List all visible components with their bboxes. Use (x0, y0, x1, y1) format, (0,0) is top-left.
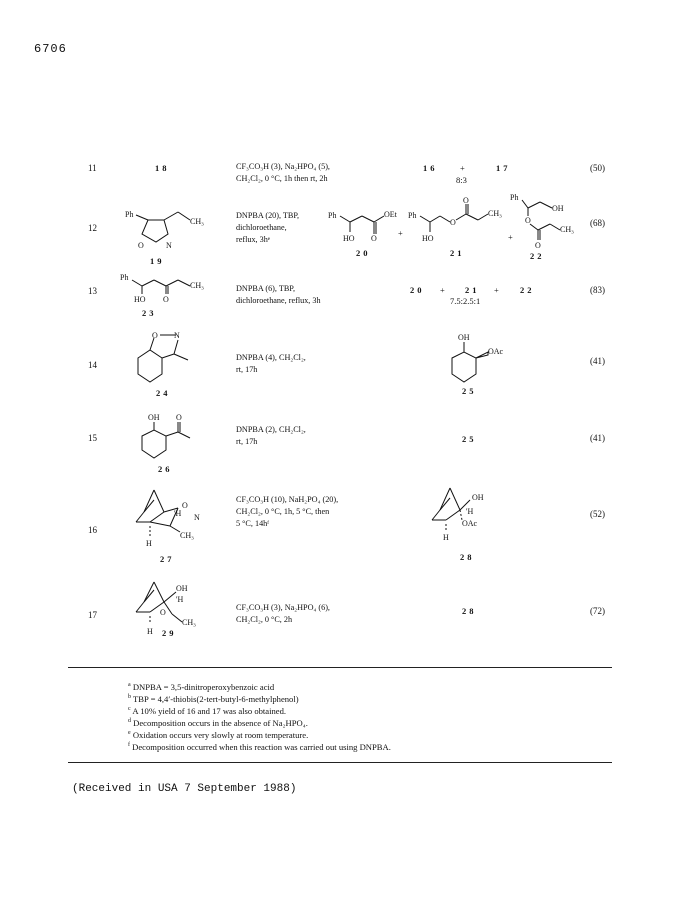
svg-text:O: O (525, 216, 531, 225)
hydroxy-ester-structure-20 (328, 208, 398, 260)
svg-text:N: N (174, 331, 180, 340)
plus-sign: + (508, 232, 513, 242)
svg-text:OEt: OEt (384, 210, 397, 219)
table-bottom-rule (68, 667, 612, 668)
svg-text:OH: OH (552, 204, 564, 213)
entry-17: 17 (88, 610, 97, 620)
product-28: 28 (462, 606, 477, 616)
svg-text:OAc: OAc (462, 519, 478, 528)
entry-15: 15 (88, 433, 97, 443)
footnote-bottom-rule (68, 762, 612, 763)
plus-sign: + (494, 285, 499, 295)
svg-text:H: H (147, 627, 153, 636)
yield-11: (50) (590, 163, 605, 173)
svg-text:'H: 'H (174, 509, 182, 518)
acyloxy-alcohol-structure-22 (510, 192, 590, 262)
svg-text:H: H (146, 539, 152, 548)
conditions-13: DNPBA (6), TBP, dichloroethane, reflux, 3h (236, 284, 321, 305)
svg-text:Ph: Ph (328, 211, 337, 220)
svg-text:O: O (535, 241, 541, 250)
yield-12: (68) (590, 218, 605, 228)
svg-text:27: 27 (160, 554, 175, 564)
svg-text:CH₃: CH₃ (180, 531, 194, 540)
svg-text:CH₃: CH₃ (560, 225, 574, 234)
svg-text:CH₃: CH₃ (182, 618, 196, 627)
svg-text:19: 19 (150, 256, 165, 266)
yield-14: (41) (590, 356, 605, 366)
yield-17: (72) (590, 606, 605, 616)
acetoxy-cyclohexanol-structure-25 (440, 330, 530, 402)
hydroxy-ester-structure-21 (408, 196, 508, 260)
svg-text:Ph: Ph (120, 273, 129, 282)
svg-text:25: 25 (462, 386, 477, 396)
svg-text:O: O (160, 608, 166, 617)
product-16: 16 (423, 163, 438, 173)
product-ratio-11: 8:3 (456, 175, 467, 185)
svg-text:Ph: Ph (510, 193, 519, 202)
svg-text:N: N (166, 241, 172, 250)
svg-text:N: N (194, 513, 200, 522)
norbornane-hydroxy-ketone-structure-29 (130, 578, 230, 642)
hydroxy-ketone-structure-23 (120, 270, 210, 320)
footnote-e: $^e$ Oxidation occurs very slowly at room temperature. (128, 730, 309, 740)
footnote-b: $^b$ TBP = 4,4′-thiobis(2-tert-butyl-6-methylphenol) (128, 694, 299, 704)
svg-text:OH: OH (176, 584, 188, 593)
svg-text:Ph: Ph (408, 211, 417, 220)
svg-text:O: O (163, 295, 169, 304)
svg-text:22: 22 (530, 251, 545, 261)
bicyclic-isoxazoline-structure-24 (130, 330, 220, 402)
product-17: 17 (496, 163, 511, 173)
svg-text:O: O (463, 196, 469, 205)
svg-text:20: 20 (356, 248, 371, 258)
conditions-16: CF₃CO₃H (10), NaH₂PO₄ (20), CH₂Cl₂, 0 °C, 1h, 5 °C, then 5 °C, 14hᶠ (236, 495, 339, 528)
plus-sign: + (440, 285, 445, 295)
svg-text:29: 29 (162, 628, 177, 638)
page-number: 6706 (34, 42, 67, 56)
product-25: 25 (462, 434, 477, 444)
plus-sign: + (460, 163, 465, 173)
hydroxy-acetylcyclohexane-structure-26 (140, 408, 230, 478)
svg-text:O: O (450, 218, 456, 227)
conditions-17: CF₃CO₃H (3), Na₂HPO₄ (6), CH₂Cl₂, 0 °C, 2h (236, 603, 330, 624)
entry-11: 11 (88, 163, 97, 173)
svg-text:CH₃: CH₃ (488, 209, 502, 218)
conditions-11: CF₃CO₃H (3), Na₂HPO₄ (5), CH₂Cl₂, 0 °C, 1h then rt, 2h (236, 162, 330, 183)
svg-text:OH: OH (458, 333, 470, 342)
svg-text:O: O (176, 413, 182, 422)
yield-13: (83) (590, 285, 605, 295)
svg-text:OH: OH (472, 493, 484, 502)
product-ratio-13: 7.5:2.5:1 (450, 296, 481, 306)
product-22: 22 (520, 285, 535, 295)
svg-text:24: 24 (156, 388, 171, 398)
yield-16: (52) (590, 509, 605, 519)
svg-text:O: O (182, 501, 188, 510)
svg-text:HO: HO (422, 234, 434, 243)
product-21: 21 (465, 285, 480, 295)
svg-text:CH₃: CH₃ (190, 217, 204, 226)
svg-text:'H: 'H (466, 507, 474, 516)
footnote-a: $^a$ DNPBA = 3,5-dinitroperoxybenzoic acid (128, 682, 275, 692)
svg-text:OAc: OAc (488, 347, 504, 356)
isoxazoline-structure-19 (120, 208, 210, 268)
conditions-15: DNPBA (2), CH₂Cl₂, rt, 17h (236, 425, 306, 446)
footnote-f: $^f$ Decomposition occurred when this reaction was carried out using DNPBA. (128, 742, 391, 752)
svg-text:H: H (443, 533, 449, 542)
entry-12: 12 (88, 223, 97, 233)
svg-text:HO: HO (343, 234, 355, 243)
svg-text:O: O (371, 234, 377, 243)
received-date: (Received in USA 7 September 1988) (72, 783, 297, 795)
svg-text:HO: HO (134, 295, 146, 304)
svg-text:'H: 'H (176, 595, 184, 604)
footnote-c: $^c$ A 10% yield of 16 and 17 was also obtained. (128, 706, 287, 716)
norbornane-hydroxy-acetate-structure-28 (430, 484, 510, 566)
svg-text:O: O (138, 241, 144, 250)
svg-text:CH₃: CH₃ (190, 281, 204, 290)
svg-text:O: O (152, 331, 158, 340)
svg-text:Ph: Ph (125, 210, 134, 219)
svg-text:21: 21 (450, 248, 465, 258)
product-20: 20 (410, 285, 425, 295)
footnote-d: $^d$ Decomposition occurs in the absence of Na₂HPO₄. (128, 718, 308, 728)
plus-sign: + (398, 228, 403, 238)
substrate-label-18: 18 (155, 163, 170, 173)
entry-13: 13 (88, 286, 97, 296)
svg-text:26: 26 (158, 464, 173, 474)
norbornane-isoxazoline-structure-27 (130, 486, 230, 568)
svg-text:23: 23 (142, 308, 157, 318)
conditions-14: DNPBA (4), CH₂Cl₂, rt, 17h (236, 353, 306, 374)
yield-15: (41) (590, 433, 605, 443)
svg-text:OH: OH (148, 413, 160, 422)
entry-14: 14 (88, 360, 97, 370)
conditions-12: DNPBA (20), TBP, dichloroethane, reflux, 3hᵉ (236, 211, 300, 244)
svg-text:28: 28 (460, 552, 475, 562)
entry-16: 16 (88, 525, 97, 535)
